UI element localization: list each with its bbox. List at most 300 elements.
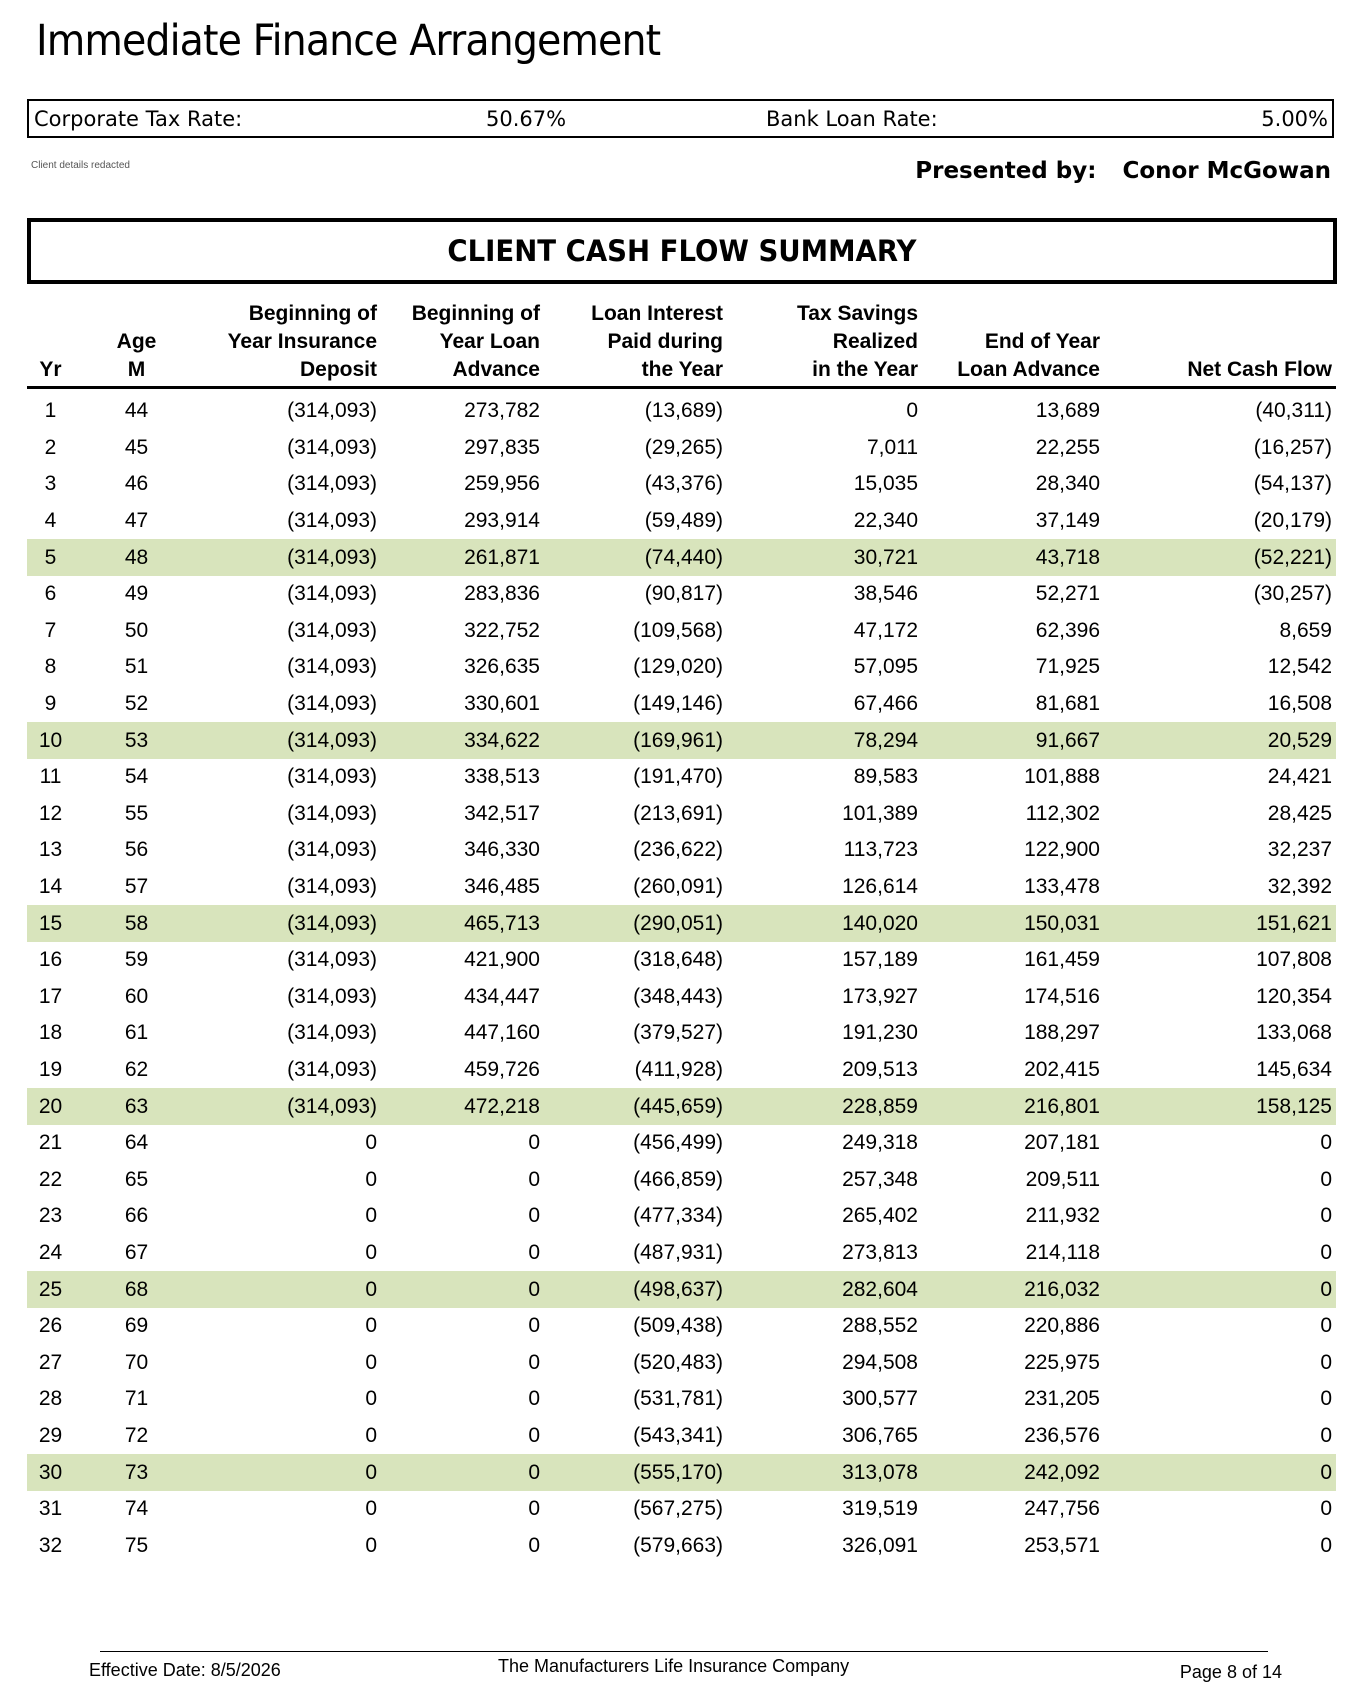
cell-end-loan: 214,118 [1025, 1240, 1100, 1264]
table-row [27, 539, 1336, 576]
table-row [27, 649, 1336, 686]
cell-net-cash-flow: 0 [1320, 1131, 1332, 1155]
cash-flow-table [27, 300, 1336, 1564]
cell-yr: 30 [27, 1454, 74, 1491]
cell-end-loan: 133,478 [1024, 875, 1100, 899]
table-row [27, 503, 1336, 540]
cell-deposit: (314,093) [287, 399, 377, 423]
cell-net-cash-flow: 151,621 [1104, 905, 1336, 942]
cell-deposit: (314,093) [287, 984, 377, 1008]
cell-tax-savings: 140,020 [727, 905, 922, 942]
cell-advance: 472,218 [381, 1088, 544, 1125]
cell-end-loan: 231,205 [1024, 1387, 1100, 1411]
cell-age: 44 [124, 399, 149, 423]
cell-deposit: (314,093) [287, 692, 377, 716]
cell-advance: 261,871 [381, 539, 544, 576]
cell-deposit: (314,093) [287, 838, 377, 862]
cell-end-loan: 161,459 [1024, 948, 1100, 972]
cell-age: 74 [124, 1497, 149, 1521]
cell-interest: (567,275) [633, 1497, 723, 1521]
cell-tax-savings: 113,723 [843, 838, 918, 862]
table-row [27, 1271, 1336, 1308]
cell-deposit: (314,093) [287, 435, 377, 459]
cell-age: 67 [124, 1240, 149, 1264]
cell-age: 50 [124, 618, 149, 642]
cell-age: 52 [124, 692, 149, 716]
cell-net-cash-flow: 0 [1320, 1240, 1332, 1264]
presented-by-label: Presented by: [915, 158, 1097, 184]
cell-end-loan: 174,516 [1024, 984, 1100, 1008]
cell-deposit: 0 [365, 1350, 377, 1374]
table-row [27, 1015, 1336, 1052]
cell-yr: 20 [27, 1088, 74, 1125]
cell-interest: (531,781) [633, 1387, 723, 1411]
col-header-line: Loan Interest [591, 302, 723, 325]
cell-age: 70 [124, 1350, 149, 1374]
table-row [27, 1381, 1336, 1418]
cell-age: 54 [124, 765, 149, 789]
cell-net-cash-flow: 28,425 [1267, 801, 1332, 825]
cell-tax-savings: 319,519 [842, 1497, 918, 1521]
cell-advance: 0 [528, 1533, 540, 1557]
cell-advance: 0 [528, 1204, 540, 1228]
cell-advance: 322,752 [464, 618, 540, 642]
cell-tax-savings: 7,011 [867, 435, 918, 459]
cell-net-cash-flow: 0 [1320, 1387, 1332, 1411]
cell-deposit: (314,093) [287, 582, 377, 606]
cell-advance: 421,900 [464, 948, 540, 972]
cell-yr: 17 [38, 984, 63, 1008]
cell-end-loan: 211,932 [1025, 1204, 1100, 1228]
table-row [27, 686, 1336, 723]
cell-yr: 9 [44, 692, 57, 716]
cell-tax-savings: 101,389 [842, 801, 918, 825]
cell-age: 63 [74, 1088, 199, 1125]
cell-advance: 273,782 [464, 399, 540, 423]
col-header-line: Yr [39, 358, 62, 381]
col-header-line: Loan Advance [957, 358, 1100, 381]
cell-advance: 0 [528, 1240, 540, 1264]
cell-yr: 18 [38, 1021, 63, 1045]
cell-yr: 27 [38, 1350, 63, 1374]
cell-tax-savings: 173,927 [842, 984, 918, 1008]
cell-interest: (74,440) [544, 539, 727, 576]
cell-deposit: (314,093) [287, 801, 377, 825]
cell-deposit: (314,093) [287, 875, 377, 899]
cell-tax-savings: 30,721 [727, 539, 922, 576]
cell-net-cash-flow: 0 [1320, 1497, 1332, 1521]
cell-tax-savings: 300,577 [842, 1387, 918, 1411]
col-header-line: Beginning of [248, 302, 377, 325]
cell-age: 57 [124, 875, 149, 899]
cell-yr: 12 [38, 801, 63, 825]
table-row [27, 905, 1336, 942]
cell-advance: 0 [528, 1350, 540, 1374]
table-row [27, 1235, 1336, 1272]
cell-yr: 24 [38, 1240, 63, 1264]
cell-interest: (169,961) [544, 722, 727, 759]
cell-age: 56 [124, 838, 149, 862]
cell-tax-savings: 0 [906, 399, 918, 423]
cell-tax-savings: 288,552 [842, 1314, 918, 1338]
cell-interest: (456,499) [633, 1131, 723, 1155]
cell-interest: (543,341) [633, 1423, 723, 1447]
col-header-line: the Year [641, 358, 723, 381]
cell-yr: 5 [27, 539, 74, 576]
cell-net-cash-flow: 0 [1320, 1204, 1332, 1228]
table-body [27, 388, 1336, 1565]
cell-yr: 4 [44, 509, 57, 533]
cell-age: 69 [124, 1314, 149, 1338]
cell-deposit: (314,093) [199, 905, 381, 942]
cell-advance: 259,956 [464, 472, 540, 496]
cell-deposit: 0 [365, 1314, 377, 1338]
cell-tax-savings: 257,348 [842, 1167, 918, 1191]
cell-net-cash-flow: (30,257) [1253, 582, 1332, 606]
cell-deposit: 0 [365, 1533, 377, 1557]
summary-title-box [27, 218, 1337, 284]
cell-advance: 346,330 [464, 838, 540, 862]
cell-deposit: 0 [365, 1423, 377, 1447]
col-header-interest [544, 300, 727, 388]
cell-deposit: 0 [365, 1387, 377, 1411]
cell-age: 75 [124, 1533, 149, 1557]
cell-net-cash-flow: (16,257) [1253, 435, 1332, 459]
bank-loan-value: 5.00% [1261, 107, 1328, 131]
cell-advance: 0 [528, 1423, 540, 1447]
cell-interest: (109,568) [633, 618, 723, 642]
summary-title: CLIENT CASH FLOW SUMMARY [447, 234, 917, 268]
cell-net-cash-flow: 16,508 [1267, 692, 1332, 716]
cell-yr: 25 [27, 1271, 74, 1308]
cell-tax-savings: 157,189 [842, 948, 918, 972]
col-header-end-loan [922, 300, 1104, 388]
table-row [27, 1344, 1336, 1381]
rates-box [27, 99, 1334, 138]
cell-tax-savings: 282,604 [727, 1271, 922, 1308]
cell-advance: 459,726 [464, 1057, 540, 1081]
cell-age: 47 [124, 509, 149, 533]
col-header-line: End of Year [984, 330, 1100, 353]
cell-interest: (509,438) [633, 1314, 723, 1338]
cell-tax-savings: 228,859 [727, 1088, 922, 1125]
cell-end-loan: 253,571 [1024, 1533, 1100, 1557]
cell-tax-savings: 15,035 [853, 472, 918, 496]
cell-end-loan: 209,511 [1025, 1167, 1100, 1191]
cell-yr: 11 [39, 765, 62, 789]
cell-end-loan: 216,801 [922, 1088, 1104, 1125]
footer-divider [100, 1651, 1268, 1652]
cell-advance: 326,635 [464, 655, 540, 679]
col-header-line: Realized [832, 330, 918, 353]
table-row [27, 759, 1336, 796]
table-row [27, 1198, 1336, 1235]
table-row [27, 388, 1336, 430]
cell-interest: (379,527) [633, 1021, 723, 1045]
cell-yr: 7 [44, 618, 57, 642]
col-header-tax [727, 300, 922, 388]
cell-yr: 8 [44, 655, 57, 679]
cell-net-cash-flow: 0 [1104, 1454, 1336, 1491]
cell-age: 71 [124, 1387, 149, 1411]
cell-deposit: 0 [199, 1271, 381, 1308]
cell-deposit: 0 [365, 1240, 377, 1264]
cell-end-loan: 202,415 [1024, 1057, 1100, 1081]
cell-deposit: (314,093) [199, 722, 381, 759]
table-row [27, 613, 1336, 650]
col-header-net [1104, 300, 1336, 388]
cell-tax-savings: 326,091 [842, 1533, 918, 1557]
cell-advance: 0 [528, 1497, 540, 1521]
cell-tax-savings: 57,095 [853, 655, 918, 679]
cell-end-loan: 242,092 [922, 1454, 1104, 1491]
cell-advance: 330,601 [464, 692, 540, 716]
col-header-yr [27, 300, 74, 388]
cell-net-cash-flow: (40,311) [1255, 399, 1332, 423]
cell-advance: 447,160 [464, 1021, 540, 1045]
cell-advance: 338,513 [464, 765, 540, 789]
cell-net-cash-flow: 145,634 [1256, 1057, 1332, 1081]
cell-yr: 16 [38, 948, 63, 972]
cell-advance: 0 [528, 1314, 540, 1338]
table-row [27, 1527, 1336, 1564]
cell-age: 73 [74, 1454, 199, 1491]
cell-deposit: 0 [365, 1204, 377, 1228]
cell-deposit: 0 [365, 1167, 377, 1191]
cell-net-cash-flow: 0 [1320, 1533, 1332, 1557]
cell-end-loan: 236,576 [1024, 1423, 1100, 1447]
cell-advance: 346,485 [464, 875, 540, 899]
col-header-line: Paid during [607, 330, 723, 353]
table-row [27, 1418, 1336, 1455]
cell-age: 45 [124, 435, 149, 459]
table-row [27, 722, 1336, 759]
cell-advance: 0 [381, 1271, 544, 1308]
cell-deposit: (314,093) [287, 509, 377, 533]
cell-net-cash-flow: 107,808 [1256, 948, 1332, 972]
cell-age: 49 [124, 582, 149, 606]
cell-interest: (411,928) [634, 1057, 723, 1081]
cell-net-cash-flow: 12,542 [1267, 655, 1332, 679]
cell-interest: (466,859) [633, 1167, 723, 1191]
cell-net-cash-flow: 8,659 [1279, 618, 1332, 642]
cell-advance: 0 [381, 1454, 544, 1491]
cell-interest: (43,376) [644, 472, 723, 496]
cell-interest: (90,817) [644, 582, 723, 606]
table-row [27, 1088, 1336, 1125]
cell-end-loan: 247,756 [1024, 1497, 1100, 1521]
cell-yr: 28 [38, 1387, 63, 1411]
cell-net-cash-flow: (52,221) [1104, 539, 1336, 576]
table-row [27, 576, 1336, 613]
cell-net-cash-flow: 0 [1320, 1167, 1332, 1191]
cell-age: 62 [124, 1057, 149, 1081]
cell-age: 53 [74, 722, 199, 759]
table-row [27, 942, 1336, 979]
cell-net-cash-flow: 32,392 [1267, 875, 1332, 899]
cell-deposit: (314,093) [287, 655, 377, 679]
table-row [27, 1052, 1336, 1089]
cell-interest: (59,489) [644, 509, 723, 533]
cell-tax-savings: 313,078 [727, 1454, 922, 1491]
cell-interest: (477,334) [633, 1204, 723, 1228]
cell-interest: (236,622) [633, 838, 723, 862]
table-row [27, 832, 1336, 869]
cell-net-cash-flow: (54,137) [1253, 472, 1332, 496]
cell-end-loan: 220,886 [1024, 1314, 1100, 1338]
cell-net-cash-flow: 24,421 [1267, 765, 1332, 789]
cell-tax-savings: 209,513 [842, 1057, 918, 1081]
cell-age: 48 [74, 539, 199, 576]
col-header-advance [381, 300, 544, 388]
cell-end-loan: 225,975 [1024, 1350, 1100, 1374]
page-title: Immediate Finance Arrangement [36, 16, 661, 66]
cell-interest: (191,470) [633, 765, 723, 789]
cell-tax-savings: 249,318 [842, 1131, 918, 1155]
cell-net-cash-flow: 0 [1320, 1423, 1332, 1447]
corporate-tax-value: 50.67% [486, 107, 567, 131]
table-row [27, 430, 1336, 467]
col-header-line: Net Cash Flow [1187, 358, 1332, 381]
cell-interest: (13,689) [644, 399, 723, 423]
cell-advance: 283,836 [464, 582, 540, 606]
col-header-line: in the Year [812, 358, 918, 381]
cell-yr: 23 [38, 1204, 63, 1228]
col-header-age [74, 300, 199, 388]
cell-interest: (213,691) [633, 801, 723, 825]
cell-yr: 15 [27, 905, 74, 942]
cell-end-loan: 150,031 [922, 905, 1104, 942]
cell-interest: (487,931) [633, 1240, 723, 1264]
col-header-line: Year Loan [439, 330, 540, 353]
cell-end-loan: 101,888 [1024, 765, 1100, 789]
cell-net-cash-flow: 133,068 [1256, 1021, 1332, 1045]
cell-deposit: 0 [365, 1131, 377, 1155]
cell-end-loan: 112,302 [1025, 801, 1100, 825]
cell-tax-savings: 67,466 [853, 692, 918, 716]
cell-age: 46 [124, 472, 149, 496]
cell-tax-savings: 265,402 [842, 1204, 918, 1228]
cell-deposit: (314,093) [287, 618, 377, 642]
cell-advance: 0 [528, 1387, 540, 1411]
cell-tax-savings: 89,583 [853, 765, 918, 789]
cell-interest: (520,483) [633, 1350, 723, 1374]
cell-yr: 26 [38, 1314, 63, 1338]
cell-tax-savings: 78,294 [727, 722, 922, 759]
cell-yr: 19 [38, 1057, 63, 1081]
cell-interest: (555,170) [544, 1454, 727, 1491]
cell-yr: 32 [38, 1533, 63, 1557]
cell-age: 65 [124, 1167, 149, 1191]
col-header-line: Tax Savings [797, 302, 918, 325]
cell-end-loan: 28,340 [1035, 472, 1100, 496]
client-note: Client details redacted [31, 160, 130, 171]
col-header-line: Age [116, 330, 157, 353]
col-header-line: M [127, 358, 146, 381]
col-header-line: Deposit [299, 358, 377, 381]
cell-end-loan: 122,900 [1024, 838, 1100, 862]
cell-age: 60 [124, 984, 149, 1008]
cell-tax-savings: 38,546 [853, 582, 918, 606]
cell-net-cash-flow: 0 [1320, 1350, 1332, 1374]
cell-yr: 6 [44, 582, 57, 606]
cell-end-loan: 52,271 [1035, 582, 1100, 606]
cell-end-loan: 13,689 [1035, 399, 1100, 423]
cell-age: 59 [124, 948, 149, 972]
col-header-deposit [199, 300, 381, 388]
table-row [27, 1161, 1336, 1198]
effective-date: Effective Date: 8/5/2026 [89, 1660, 281, 1680]
col-header-line: Advance [452, 358, 540, 381]
cell-advance: 434,447 [464, 984, 540, 1008]
cell-end-loan: 216,032 [922, 1271, 1104, 1308]
cell-interest: (348,443) [633, 984, 723, 1008]
cell-net-cash-flow: 32,237 [1267, 838, 1332, 862]
table-header-row [27, 300, 1336, 388]
col-header-line: Beginning of [411, 302, 540, 325]
cell-end-loan: 43,718 [922, 539, 1104, 576]
cell-yr: 21 [38, 1131, 63, 1155]
cell-tax-savings: 273,813 [842, 1240, 918, 1264]
cell-yr: 10 [27, 722, 74, 759]
cell-deposit: (314,093) [287, 1021, 377, 1045]
cell-end-loan: 22,255 [1035, 435, 1100, 459]
cell-net-cash-flow: 0 [1104, 1271, 1336, 1308]
bank-loan-label: Bank Loan Rate: [766, 107, 938, 131]
cell-interest: (445,659) [544, 1088, 727, 1125]
cell-interest: (318,648) [633, 948, 723, 972]
table-row [27, 1308, 1336, 1345]
cell-advance: 0 [528, 1167, 540, 1191]
cell-age: 58 [74, 905, 199, 942]
table-row [27, 1125, 1336, 1162]
cell-interest: (290,051) [544, 905, 727, 942]
cell-interest: (260,091) [633, 875, 723, 899]
cell-deposit: 0 [199, 1454, 381, 1491]
cell-advance: 0 [528, 1131, 540, 1155]
col-header-line: Year Insurance [227, 330, 377, 353]
presented-by-name: Conor McGowan [1122, 158, 1331, 184]
cell-advance: 334,622 [381, 722, 544, 759]
cell-age: 55 [124, 801, 149, 825]
cell-deposit: (314,093) [199, 1088, 381, 1125]
cell-deposit: 0 [365, 1497, 377, 1521]
cell-interest: (29,265) [644, 435, 723, 459]
cell-interest: (498,637) [544, 1271, 727, 1308]
cell-age: 72 [124, 1423, 149, 1447]
cell-end-loan: 37,149 [1035, 509, 1100, 533]
cell-yr: 31 [38, 1497, 63, 1521]
cell-end-loan: 188,297 [1024, 1021, 1100, 1045]
table-row [27, 1454, 1336, 1491]
table-row [27, 979, 1336, 1016]
cell-deposit: (314,093) [287, 1057, 377, 1081]
cell-tax-savings: 191,230 [842, 1021, 918, 1045]
table-row [27, 869, 1336, 906]
cell-tax-savings: 294,508 [842, 1350, 918, 1374]
cell-advance: 465,713 [381, 905, 544, 942]
cell-tax-savings: 126,614 [842, 875, 918, 899]
table-row [27, 466, 1336, 503]
cell-age: 51 [124, 655, 149, 679]
cell-yr: 2 [44, 435, 57, 459]
corporate-tax-label: Corporate Tax Rate: [34, 107, 243, 131]
cell-yr: 13 [38, 838, 63, 862]
cell-deposit: (314,093) [287, 948, 377, 972]
cell-interest: (129,020) [633, 655, 723, 679]
cell-yr: 29 [38, 1423, 63, 1447]
cell-yr: 22 [38, 1167, 63, 1191]
